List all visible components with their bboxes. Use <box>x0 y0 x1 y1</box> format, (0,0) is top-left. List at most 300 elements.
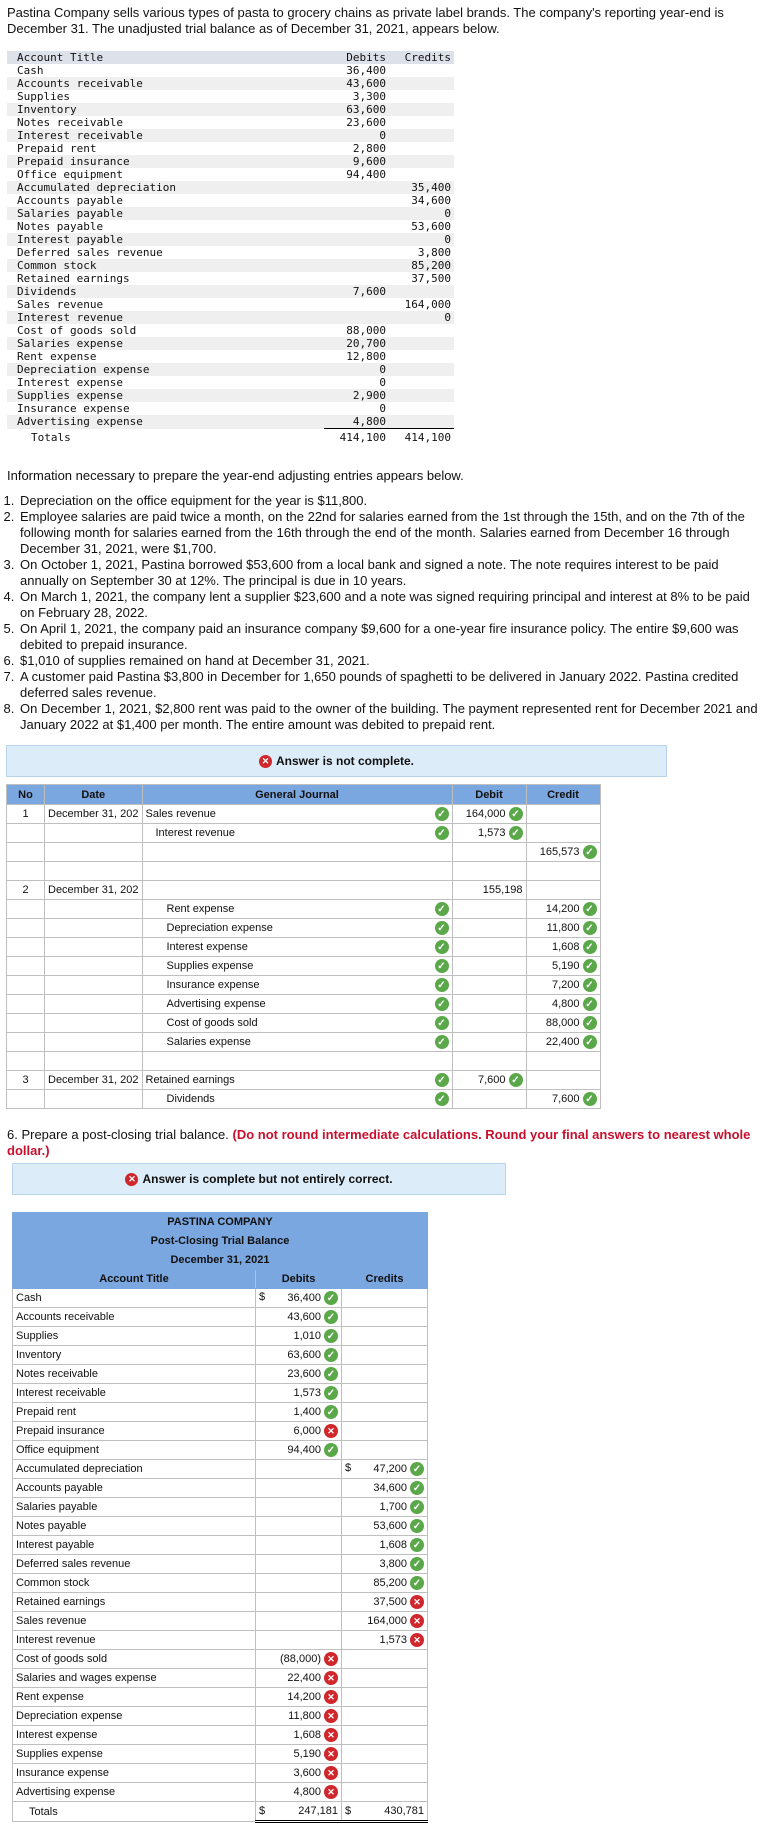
pc-debit[interactable] <box>256 1365 342 1384</box>
journal-credit[interactable] <box>526 957 600 976</box>
pc-account[interactable]: Supplies expense <box>13 1745 256 1764</box>
currency-symbol: $ <box>345 1462 352 1474</box>
error-icon: ✕ <box>259 755 272 768</box>
pc-debit[interactable] <box>256 1346 342 1365</box>
tb-debit: 7,600 <box>324 285 389 298</box>
pc-debit[interactable] <box>256 1783 342 1802</box>
pc-debit[interactable] <box>256 1384 342 1403</box>
pc-account[interactable]: Sales revenue <box>13 1612 256 1631</box>
journal-no <box>7 843 45 862</box>
adjustment-item: 1. Depreciation on the office equipment for the year is $11,800. <box>18 493 758 509</box>
journal-date[interactable] <box>45 843 143 862</box>
pc-debit[interactable] <box>256 1745 342 1764</box>
pc-debit-text: 14,200 <box>287 1691 321 1703</box>
pc-credit-text: 34,600 <box>373 1482 407 1494</box>
pc-row <box>13 1327 428 1346</box>
journal-debit[interactable] <box>452 938 526 957</box>
error-icon: ✕ <box>324 1671 338 1685</box>
journal-credit[interactable] <box>526 1014 600 1033</box>
journal-credit[interactable] <box>526 1071 600 1090</box>
journal-debit[interactable] <box>452 957 526 976</box>
pc-debit[interactable] <box>256 1479 342 1498</box>
journal-date[interactable] <box>45 1090 143 1109</box>
pc-credit[interactable] <box>342 1422 428 1441</box>
pc-debit[interactable] <box>256 1612 342 1631</box>
tb-credit <box>389 103 454 116</box>
journal-date[interactable] <box>45 824 143 843</box>
check-icon: ✓ <box>435 1092 449 1106</box>
pc-debit-value <box>293 1424 338 1438</box>
pc-credit[interactable] <box>342 1441 428 1460</box>
pc-debit-value <box>293 1766 338 1780</box>
check-icon: ✓ <box>583 940 597 954</box>
pc-totals-label: Totals <box>13 1802 256 1822</box>
tb-account: Sales revenue <box>17 298 104 311</box>
journal-debit[interactable] <box>452 862 526 881</box>
pc-debit[interactable] <box>256 1574 342 1593</box>
pc-account[interactable]: Retained earnings <box>13 1593 256 1612</box>
pc-account[interactable]: Interest payable <box>13 1536 256 1555</box>
check-icon: ✓ <box>583 978 597 992</box>
pc-debit-value <box>287 1671 338 1685</box>
tb-debit: 23,600 <box>346 116 386 129</box>
journal-account-text: Dividends <box>166 1093 215 1105</box>
tb-row <box>7 311 454 324</box>
pc-debit-text: 1,608 <box>293 1729 321 1741</box>
pc-row <box>13 1707 428 1726</box>
journal-no <box>7 919 45 938</box>
journal-account[interactable] <box>142 1071 452 1090</box>
journal-row <box>7 805 601 824</box>
journal-account-text: Insurance expense <box>166 979 260 991</box>
tb-row <box>7 363 454 376</box>
pc-credit[interactable] <box>342 1726 428 1745</box>
pc-row <box>13 1536 428 1555</box>
pc-debit[interactable] <box>256 1707 342 1726</box>
gj-header-credit: Credit <box>526 785 600 805</box>
journal-account[interactable] <box>142 1014 452 1033</box>
tb-debit <box>324 259 389 272</box>
general-journal-table <box>6 784 601 1109</box>
journal-no: 1 <box>7 805 45 824</box>
pc-debit[interactable] <box>256 1631 342 1650</box>
pc-credit[interactable] <box>342 1460 428 1479</box>
pc-debit-text: 43,600 <box>287 1311 321 1323</box>
pc-debit[interactable] <box>256 1308 342 1327</box>
check-icon: ✓ <box>324 1310 338 1324</box>
pc-account[interactable]: Depreciation expense <box>13 1707 256 1726</box>
pc-credit[interactable] <box>342 1479 428 1498</box>
pc-credit[interactable] <box>342 1536 428 1555</box>
tb-debit: 63,600 <box>324 103 389 116</box>
pc-account[interactable]: Office equipment <box>13 1441 256 1460</box>
journal-credit-text: 11,800 <box>546 922 580 934</box>
journal-account[interactable] <box>142 957 452 976</box>
tb-row <box>7 402 454 415</box>
pc-debit[interactable] <box>256 1460 342 1479</box>
pc-company-row <box>13 1213 428 1232</box>
banner-text: Answer is not complete. <box>275 754 415 768</box>
pc-account[interactable]: Supplies <box>13 1327 256 1346</box>
pc-credit[interactable] <box>342 1631 428 1650</box>
tb-credit: 53,600 <box>411 220 451 233</box>
pc-credit[interactable] <box>342 1498 428 1517</box>
check-icon: ✓ <box>435 1016 449 1030</box>
journal-account[interactable] <box>142 824 452 843</box>
journal-date[interactable]: December 31, 202 <box>45 805 143 824</box>
journal-credit-text: 5,190 <box>551 960 580 972</box>
journal-debit[interactable] <box>452 900 526 919</box>
pc-debit[interactable] <box>256 1593 342 1612</box>
journal-date[interactable]: December 31, 202 <box>45 881 143 900</box>
journal-debit[interactable] <box>452 1014 526 1033</box>
pc-credit[interactable] <box>342 1327 428 1346</box>
tb-credit: 164,000 <box>404 298 451 311</box>
journal-account[interactable] <box>142 881 452 900</box>
pc-credit-value <box>379 1557 424 1571</box>
journal-account[interactable] <box>142 1090 452 1109</box>
journal-date[interactable]: December 31, 202 <box>45 1071 143 1090</box>
tb-account: Cash <box>17 64 44 77</box>
pc-title: Post-Closing Trial Balance <box>13 1232 428 1251</box>
journal-credit[interactable] <box>526 805 600 824</box>
pc-debit-text: 1,010 <box>293 1330 321 1342</box>
journal-credit[interactable] <box>526 824 600 843</box>
pc-credit-text: 164,000 <box>367 1615 407 1627</box>
tb-account: Supplies <box>17 90 70 103</box>
pc-account[interactable]: Notes receivable <box>13 1365 256 1384</box>
pc-account[interactable]: Cash <box>13 1289 256 1308</box>
check-icon: ✓ <box>509 826 523 840</box>
journal-account[interactable] <box>142 976 452 995</box>
pc-debit-text: 22,400 <box>287 1672 321 1684</box>
pc-credit[interactable] <box>342 1764 428 1783</box>
journal-row <box>7 1090 601 1109</box>
pc-debit[interactable] <box>256 1498 342 1517</box>
journal-account[interactable] <box>142 900 452 919</box>
gj-header-no: No <box>7 785 45 805</box>
pc-account[interactable]: Common stock <box>13 1574 256 1593</box>
journal-row <box>7 1033 601 1052</box>
pc-row <box>13 1441 428 1460</box>
journal-credit-text: 165,573 <box>539 846 580 858</box>
post-closing-trial-balance <box>12 1212 428 1823</box>
journal-debit[interactable] <box>452 1090 526 1109</box>
pc-debit[interactable] <box>256 1669 342 1688</box>
pc-account[interactable]: Advertising expense <box>13 1783 256 1802</box>
pc-credit[interactable] <box>342 1783 428 1802</box>
pc-row <box>13 1479 428 1498</box>
journal-date[interactable] <box>45 957 143 976</box>
journal-debit[interactable] <box>452 881 526 900</box>
journal-debit[interactable] <box>452 805 526 824</box>
error-icon: ✕ <box>324 1766 338 1780</box>
journal-account[interactable] <box>142 862 452 881</box>
pc-account[interactable]: Salaries payable <box>13 1498 256 1517</box>
pc-account[interactable]: Accounts payable <box>13 1479 256 1498</box>
pc-account[interactable]: Notes payable <box>13 1517 256 1536</box>
pc-row <box>13 1612 428 1631</box>
journal-debit[interactable] <box>452 995 526 1014</box>
journal-no: 2 <box>7 881 45 900</box>
requirement-text: 6. Prepare a post-closing trial balance. <box>7 1127 229 1142</box>
check-icon: ✓ <box>435 826 449 840</box>
pc-account[interactable]: Interest expense <box>13 1726 256 1745</box>
journal-credit-text: 14,200 <box>545 903 580 915</box>
pc-row <box>13 1650 428 1669</box>
journal-credit-text: 4,800 <box>551 998 580 1010</box>
journal-credit[interactable] <box>526 1090 600 1109</box>
pc-credit[interactable] <box>342 1612 428 1631</box>
tb-debit <box>324 207 389 220</box>
pc-credit[interactable] <box>342 1289 428 1308</box>
journal-credit[interactable] <box>526 862 600 881</box>
pc-debit[interactable] <box>256 1403 342 1422</box>
pc-row <box>13 1498 428 1517</box>
pc-debit-text: 94,400 <box>287 1444 321 1456</box>
pc-credit[interactable] <box>342 1745 428 1764</box>
journal-credit-value <box>546 1035 597 1049</box>
pc-debit[interactable] <box>256 1726 342 1745</box>
pc-account[interactable]: Interest receivable <box>13 1384 256 1403</box>
journal-credit[interactable] <box>526 919 600 938</box>
adjustment-item: 2. Employee salaries are paid twice a month, on the 22nd for salaries earned from the 1st through the 15th, and on the 7th of the following month for salaries earned from the 16th through the end of the month. Salaries earned from December 16 through December 31, 2021, were $1,700. <box>18 509 758 557</box>
journal-date[interactable] <box>45 976 143 995</box>
journal-debit[interactable] <box>452 976 526 995</box>
pc-credit-value <box>379 1500 424 1514</box>
journal-account[interactable] <box>142 919 452 938</box>
currency-symbol: $ <box>259 1291 266 1303</box>
pc-totals-credit <box>342 1802 428 1822</box>
pc-account[interactable]: Prepaid rent <box>13 1403 256 1422</box>
journal-row <box>7 919 601 938</box>
tb-account: Rent expense <box>17 350 97 363</box>
tb-debit: 94,400 <box>346 168 386 181</box>
pc-credit[interactable] <box>342 1384 428 1403</box>
tb-row <box>7 389 454 402</box>
tb-row <box>7 324 454 337</box>
pc-debit-value <box>287 1348 338 1362</box>
pc-credit-text: 47,200 <box>373 1463 407 1475</box>
tb-row <box>7 103 454 116</box>
pc-account[interactable]: Prepaid insurance <box>13 1422 256 1441</box>
pc-totals-debit-text: 247,181 <box>298 1805 338 1817</box>
tb-account: Advertising expense <box>7 415 324 429</box>
journal-credit-value <box>552 997 597 1011</box>
tb-credit: 37,500 <box>411 272 451 285</box>
journal-credit[interactable] <box>526 938 600 957</box>
tb-row <box>7 337 454 350</box>
pc-account[interactable]: Accumulated depreciation <box>13 1460 256 1479</box>
tb-totals-row <box>7 429 454 445</box>
pc-header-credits: Credits <box>342 1270 428 1289</box>
journal-credit[interactable] <box>526 976 600 995</box>
journal-date[interactable] <box>45 938 143 957</box>
pc-debit[interactable] <box>256 1555 342 1574</box>
journal-account[interactable] <box>142 805 452 824</box>
check-icon: ✓ <box>583 1016 597 1030</box>
tb-row <box>7 194 454 207</box>
pc-credit-value <box>379 1538 424 1552</box>
journal-credit-text: 88,000 <box>545 1017 580 1029</box>
journal-debit-value <box>483 884 523 896</box>
pc-title-row <box>13 1232 428 1251</box>
pc-account[interactable]: Interest revenue <box>13 1631 256 1650</box>
check-icon: ✓ <box>583 997 597 1011</box>
pc-credit[interactable] <box>342 1574 428 1593</box>
journal-credit[interactable] <box>526 881 600 900</box>
tb-row <box>7 129 454 142</box>
journal-account[interactable] <box>142 938 452 957</box>
journal-debit[interactable] <box>452 1071 526 1090</box>
pc-debit-text: 4,800 <box>293 1786 321 1798</box>
tb-debit <box>324 298 389 311</box>
journal-credit[interactable] <box>526 1052 600 1071</box>
tb-credit <box>389 90 454 103</box>
journal-account[interactable] <box>142 1052 452 1071</box>
journal-debit[interactable] <box>452 843 526 862</box>
tb-totals-label: Totals <box>31 430 71 444</box>
pc-credit[interactable] <box>342 1365 428 1384</box>
journal-credit[interactable] <box>526 995 600 1014</box>
journal-account-text: Cost of goods sold <box>166 1017 258 1029</box>
check-icon: ✓ <box>435 1035 449 1049</box>
pc-credit[interactable] <box>342 1517 428 1536</box>
pc-credit[interactable] <box>342 1555 428 1574</box>
error-icon: ✕ <box>324 1747 338 1761</box>
pc-credit[interactable] <box>342 1707 428 1726</box>
journal-debit[interactable] <box>452 1052 526 1071</box>
pc-debit[interactable] <box>256 1517 342 1536</box>
journal-account[interactable] <box>142 843 452 862</box>
tb-debit <box>324 311 389 324</box>
journal-debit-value <box>478 826 523 840</box>
journal-no <box>7 976 45 995</box>
tb-row <box>7 64 454 77</box>
tb-account: Supplies expense <box>7 389 324 402</box>
tb-debit: 2,800 <box>352 142 386 155</box>
pc-account[interactable]: Salaries and wages expense <box>13 1669 256 1688</box>
pc-account[interactable]: Insurance expense <box>13 1764 256 1783</box>
journal-date[interactable] <box>45 995 143 1014</box>
pc-credit[interactable] <box>342 1593 428 1612</box>
pc-debit[interactable] <box>256 1422 342 1441</box>
tb-account: Office equipment <box>17 168 123 181</box>
check-icon: ✓ <box>410 1538 424 1552</box>
pc-totals-row <box>13 1802 428 1822</box>
pc-debit[interactable] <box>256 1327 342 1346</box>
tb-credit <box>389 389 454 402</box>
pc-debit[interactable] <box>256 1289 342 1308</box>
requirement-6 <box>7 1127 777 1159</box>
tb-row <box>7 233 454 246</box>
pc-account[interactable]: Rent expense <box>13 1688 256 1707</box>
journal-debit[interactable] <box>452 1033 526 1052</box>
pc-row <box>13 1422 428 1441</box>
tb-credit <box>389 285 454 298</box>
currency-symbol: $ <box>259 1805 266 1817</box>
journal-credit[interactable] <box>526 900 600 919</box>
pc-debit[interactable] <box>256 1441 342 1460</box>
check-icon: ✓ <box>435 959 449 973</box>
journal-date[interactable] <box>45 862 143 881</box>
tb-credit <box>389 64 454 77</box>
journal-date[interactable] <box>45 1014 143 1033</box>
journal-credit-value <box>540 845 597 859</box>
tb-row <box>7 246 454 259</box>
journal-account[interactable] <box>142 1033 452 1052</box>
journal-date[interactable] <box>45 1052 143 1071</box>
check-icon: ✓ <box>410 1519 424 1533</box>
tb-account: Dividends <box>7 285 324 298</box>
pc-credit[interactable] <box>342 1688 428 1707</box>
tb-credit: 0 <box>389 311 454 324</box>
pc-account[interactable]: Deferred sales revenue <box>13 1555 256 1574</box>
pc-row <box>13 1764 428 1783</box>
pc-credit[interactable] <box>342 1403 428 1422</box>
journal-debit[interactable] <box>452 824 526 843</box>
tb-debit <box>324 246 389 259</box>
tb-debit: 12,800 <box>346 350 386 363</box>
journal-credit[interactable] <box>526 1033 600 1052</box>
journal-row <box>7 1071 601 1090</box>
tb-credit <box>389 116 454 129</box>
check-icon: ✓ <box>583 1035 597 1049</box>
journal-debit-value <box>466 807 523 821</box>
error-icon: ✕ <box>324 1728 338 1742</box>
journal-debit-text: 164,000 <box>465 808 506 820</box>
answer-banner-partial <box>12 1163 506 1195</box>
pc-debit[interactable] <box>256 1650 342 1669</box>
journal-date[interactable] <box>45 1033 143 1052</box>
tb-row <box>7 116 454 129</box>
unadjusted-trial-balance <box>7 51 454 444</box>
journal-account[interactable] <box>142 995 452 1014</box>
pc-account[interactable]: Cost of goods sold <box>13 1650 256 1669</box>
pc-credit[interactable] <box>342 1650 428 1669</box>
tb-credit <box>389 337 454 350</box>
tb-row <box>7 142 454 155</box>
pc-account[interactable]: Accounts receivable <box>13 1308 256 1327</box>
pc-credit[interactable] <box>342 1308 428 1327</box>
check-icon: ✓ <box>324 1348 338 1362</box>
pc-debit[interactable] <box>256 1688 342 1707</box>
pc-row <box>13 1593 428 1612</box>
pc-credit-text: 53,600 <box>373 1520 407 1532</box>
check-icon: ✓ <box>435 997 449 1011</box>
adjustment-item: 6. $1,010 of supplies remained on hand at December 31, 2021. <box>18 653 758 669</box>
pc-credit[interactable] <box>342 1346 428 1365</box>
pc-row <box>13 1669 428 1688</box>
check-icon: ✓ <box>583 921 597 935</box>
pc-debit[interactable] <box>256 1764 342 1783</box>
tb-row <box>7 272 454 285</box>
pc-row <box>13 1631 428 1650</box>
journal-row <box>7 938 601 957</box>
journal-date[interactable] <box>45 919 143 938</box>
journal-debit[interactable] <box>452 919 526 938</box>
pc-debit-text: 1,573 <box>293 1387 321 1399</box>
journal-credit[interactable] <box>526 843 600 862</box>
pc-debit[interactable] <box>256 1536 342 1555</box>
tb-credit <box>389 142 454 155</box>
pc-debit-value <box>287 1310 338 1324</box>
journal-date[interactable] <box>45 900 143 919</box>
pc-debit-text: 11,800 <box>288 1710 321 1722</box>
pc-account[interactable]: Inventory <box>13 1346 256 1365</box>
pc-credit-value <box>373 1576 424 1590</box>
pc-credit[interactable] <box>342 1669 428 1688</box>
